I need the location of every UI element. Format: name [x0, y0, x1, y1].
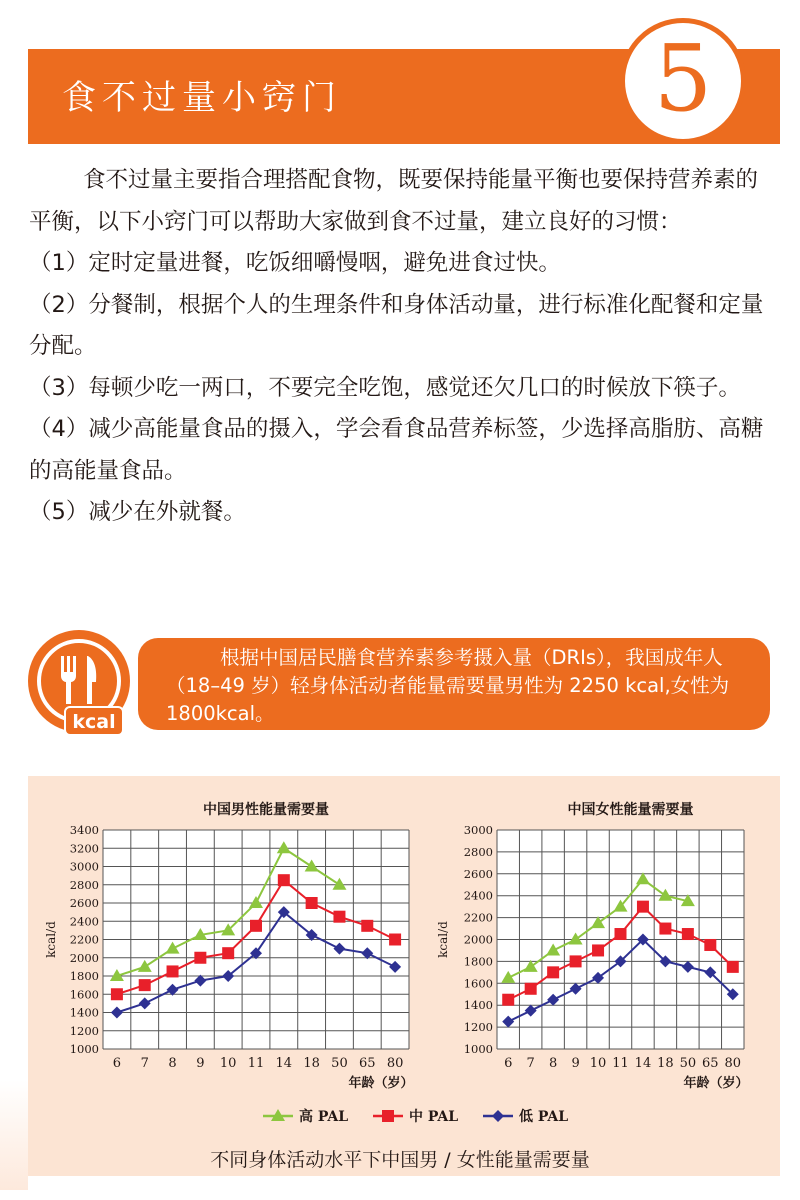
y-tick-label: 2400: [69, 914, 99, 929]
y-tick-label: 1400: [463, 998, 493, 1013]
x-tick-label: 9: [196, 1056, 205, 1071]
chart-caption: 不同身体活动水平下中国男 / 女性能量需要量: [210, 1149, 590, 1171]
x-tick-label: 50: [679, 1056, 697, 1071]
legend-label: 低 PAL: [519, 1109, 569, 1125]
x-tick-label: 11: [247, 1056, 265, 1071]
data-point: [704, 939, 716, 951]
x-tick-label: 9: [571, 1056, 580, 1071]
data-point: [659, 923, 671, 935]
data-point: [547, 966, 559, 978]
y-tick-label: 3000: [463, 823, 493, 837]
data-point: [389, 934, 401, 946]
data-point: [525, 983, 537, 995]
chart-title: 中国女性能量需要量: [567, 802, 694, 818]
x-tick-label: 7: [526, 1056, 535, 1071]
legend-label: 中 PAL: [409, 1109, 459, 1125]
y-tick-label: 2000: [463, 932, 493, 947]
x-tick-label: 8: [168, 1056, 177, 1071]
data-point: [278, 874, 290, 886]
legend-marker: [492, 1110, 504, 1122]
x-tick-label: 50: [331, 1056, 348, 1071]
data-point: [502, 994, 514, 1006]
x-axis-label: 年龄（岁）: [348, 1076, 414, 1091]
y-axis-label: kcal/d: [44, 921, 58, 958]
x-tick-label: 65: [358, 1056, 376, 1071]
x-axis-label: 年龄（岁）: [683, 1076, 749, 1091]
y-tick-label: 1000: [69, 1042, 99, 1056]
data-point: [333, 911, 345, 923]
y-tick-label: 1600: [463, 976, 493, 991]
y-tick-label: 2200: [69, 932, 99, 947]
info-text-content: 根据中国居民膳食营养素参考摄入量（DRIs），我国成年人（18–49 岁）轻身体活动者能量需要量男性为 2250 kcal,女性为 1800kcal。: [166, 646, 730, 725]
x-tick-label: 80: [386, 1056, 404, 1071]
y-tick-label: 2200: [463, 910, 493, 925]
legend-label: 高 PAL: [299, 1109, 349, 1125]
tip-1: （1）定时定量进餐，吃饭细嚼慢咽，避免进食过快。: [29, 250, 561, 276]
tip-3: （3）每顿少吃一两口，不要完全吃饱，感觉还欠几口的时候放下筷子。: [29, 374, 741, 401]
x-tick-label: 6: [504, 1056, 513, 1071]
data-point: [167, 965, 179, 977]
y-tick-label: 3000: [69, 859, 99, 874]
x-tick-label: 7: [140, 1056, 149, 1071]
chart-title: 中国男性能量需要量: [203, 802, 329, 818]
x-tick-label: 18: [657, 1056, 674, 1071]
y-tick-label: 2400: [463, 888, 493, 903]
x-tick-label: 10: [589, 1056, 607, 1071]
y-tick-label: 1800: [463, 954, 493, 969]
x-tick-label: 11: [612, 1056, 629, 1071]
y-tick-label: 1800: [69, 969, 99, 983]
y-tick-label: 1000: [463, 1042, 493, 1056]
data-point: [637, 901, 649, 913]
data-point: [361, 920, 373, 932]
x-tick-label: 18: [303, 1056, 320, 1071]
legend-marker: [382, 1110, 394, 1122]
section-number: 5: [653, 25, 713, 132]
y-tick-label: 2000: [69, 950, 99, 965]
tip-4: （4）减少高能量食品的摄入，学会看食品营养标签，少选择高脂肪、高糖的高能量食品。: [29, 416, 764, 484]
data-point: [222, 947, 234, 959]
data-point: [194, 952, 206, 964]
data-point: [250, 920, 262, 932]
intro-paragraph: 食不过量主要指合理搭配食物，既要保持能量平衡也要保持营养素的平衡，以下小窍门可以帮助大家做到食不过量，建立良好的习惯：: [29, 167, 759, 235]
y-tick-label: 2600: [69, 896, 99, 910]
tip-2: （2）分餐制，根据个人的生理条件和身体活动量，进行标准化配餐和定量分配。: [29, 291, 764, 359]
y-tick-label: 3200: [69, 841, 99, 856]
y-tick-label: 1600: [69, 987, 99, 1002]
y-tick-label: 2600: [463, 866, 493, 881]
kcal-badge: kcal: [64, 706, 124, 736]
data-point: [306, 897, 318, 909]
data-point: [727, 961, 739, 973]
data-point: [615, 928, 627, 940]
x-tick-label: 14: [634, 1056, 652, 1071]
x-tick-label: 8: [548, 1056, 558, 1071]
y-tick-label: 1200: [69, 1023, 99, 1038]
x-tick-label: 80: [724, 1056, 742, 1071]
x-tick-label: 10: [219, 1056, 237, 1071]
y-tick-label: 1200: [463, 1020, 493, 1035]
tip-5: （5）减少在外就餐。: [29, 499, 246, 525]
data-point: [570, 955, 582, 967]
x-tick-label: 6: [112, 1056, 122, 1071]
y-tick-label: 1400: [69, 1005, 99, 1020]
data-point: [592, 944, 604, 956]
data-point: [139, 979, 151, 991]
x-tick-label: 14: [275, 1056, 293, 1071]
y-tick-label: 2800: [69, 877, 99, 892]
page-title: 食不过量小窍门: [62, 78, 342, 118]
y-tick-label: 3400: [69, 823, 99, 837]
data-point: [111, 988, 123, 1000]
y-axis-label: kcal/d: [436, 921, 450, 958]
data-point: [682, 928, 694, 940]
x-tick-label: 65: [702, 1056, 719, 1071]
y-tick-label: 2800: [463, 844, 493, 859]
